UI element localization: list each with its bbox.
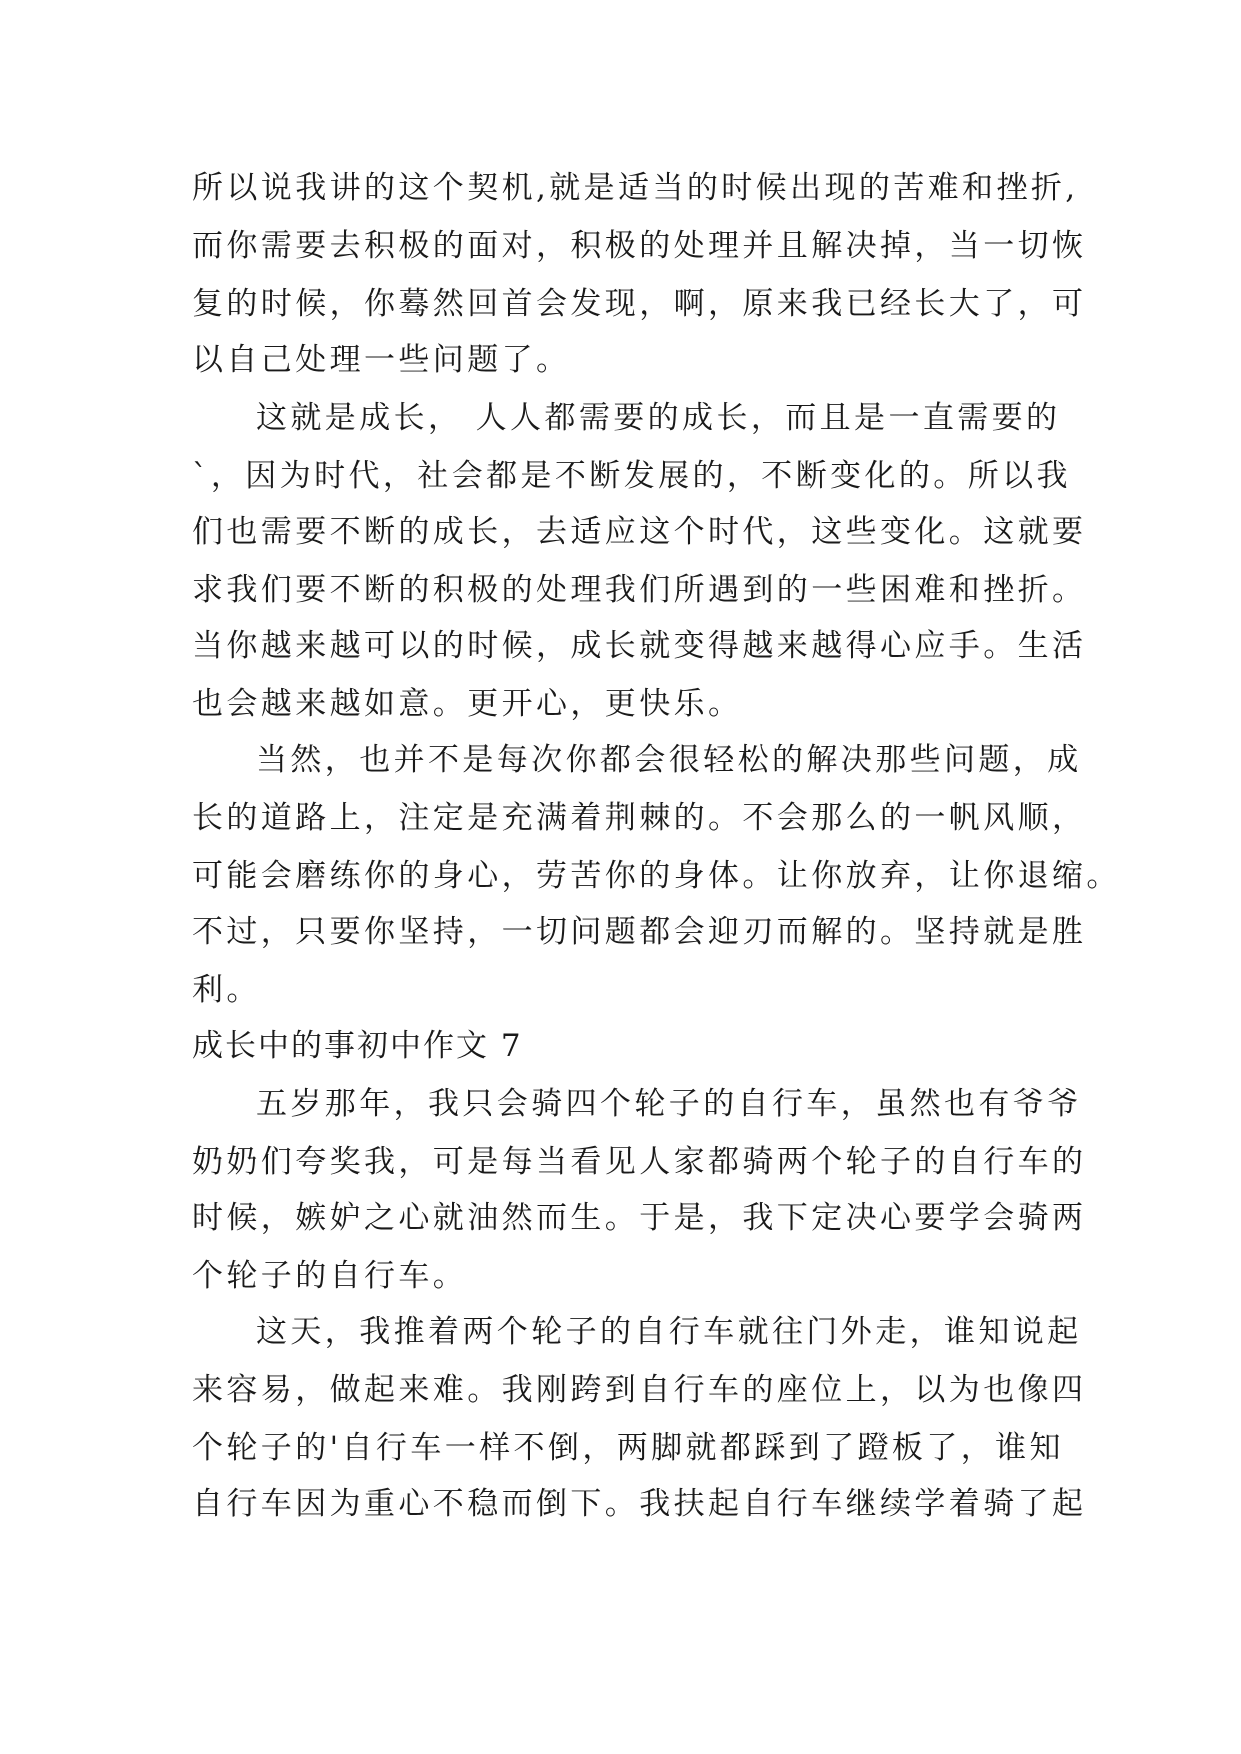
text-line: 当你越来越可以的时候，成长就变得越来越得心应手。生活 bbox=[192, 628, 1087, 664]
text-line: 个轮子的'自行车一样不倒，两脚就都踩到了蹬板了，谁知 bbox=[192, 1430, 1064, 1466]
text-line: 们也需要不断的成长，去适应这个时代，这些变化。这就要 bbox=[192, 514, 1087, 550]
text-line: 求我们要不断的积极的处理我们所遇到的一些困难和挫折。 bbox=[192, 572, 1087, 608]
text-line: 也会越来越如意。更开心，更快乐。 bbox=[192, 686, 743, 722]
text-line: 以自己处理一些问题了。 bbox=[192, 342, 571, 378]
text-line: 来容易，做起来难。我刚跨到自行车的座位上，以为也像四 bbox=[192, 1372, 1087, 1408]
text-line: 长的道路上，注定是充满着荆棘的。不会那么的一帆风顺， bbox=[192, 800, 1087, 836]
text-line: 复的时候，你蓦然回首会发现，啊，原来我已经长大了，可 bbox=[192, 286, 1087, 322]
text-line: 奶奶们夸奖我，可是每当看见人家都骑两个轮子的自行车的 bbox=[192, 1144, 1087, 1180]
text-line: 不过，只要你坚持，一切问题都会迎刃而解的。坚持就是胜 bbox=[192, 914, 1087, 950]
text-line: 自行车因为重心不稳而倒下。我扶起自行车继续学着骑了起 bbox=[192, 1486, 1087, 1522]
text-line: 个轮子的自行车。 bbox=[192, 1258, 468, 1294]
paragraph-first-line: 这天，我推着两个轮子的自行车就往门外走，谁知说起 bbox=[256, 1314, 1082, 1350]
paragraph-first-line: 这就是成长， 人人都需要的成长，而且是一直需要的 bbox=[256, 400, 1061, 436]
paragraph-first-line: 当然，也并不是每次你都会很轻松的解决那些问题，成 bbox=[256, 742, 1082, 778]
text-line: 利。 bbox=[192, 972, 261, 1008]
text-line: 时候，嫉妒之心就油然而生。于是，我下定决心要学会骑两 bbox=[192, 1200, 1087, 1236]
text-line: 可能会磨练你的身心，劳苦你的身体。让你放弃，让你退缩。 bbox=[192, 858, 1121, 894]
text-line: 而你需要去积极的面对，积极的处理并且解决掉，当一切恢 bbox=[192, 228, 1087, 264]
text-line: `，因为时代，社会都是不断发展的，不断变化的。所以我 bbox=[192, 458, 1071, 494]
text-line: 所以说我讲的这个契机,就是适当的时候出现的苦难和挫折, bbox=[192, 170, 1079, 206]
section-heading: 成长中的事初中作文 7 bbox=[192, 1028, 523, 1064]
paragraph-first-line: 五岁那年，我只会骑四个轮子的自行车，虽然也有爷爷 bbox=[256, 1086, 1082, 1122]
